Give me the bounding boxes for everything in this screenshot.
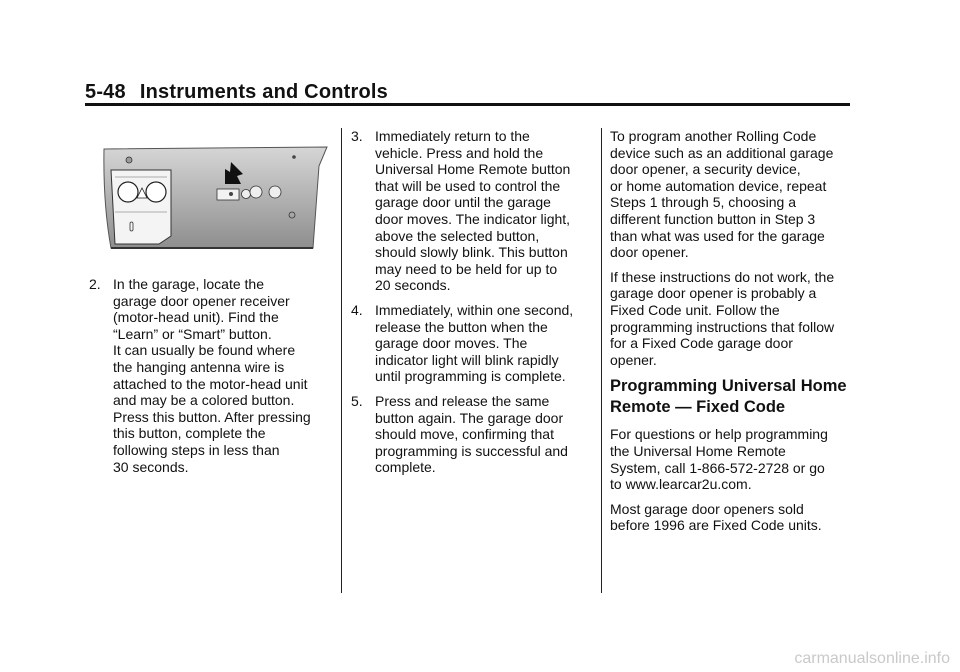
- list-item-step-3: [351, 128, 597, 294]
- text-line: device such as an additional garage: [610, 144, 834, 161]
- list-marker: 5.: [351, 392, 363, 409]
- text-line: Press this button. After pressing: [113, 408, 311, 425]
- column-divider-1: [341, 128, 342, 593]
- list-marker: 4.: [351, 301, 363, 318]
- text-line: To program another Rolling Code: [610, 128, 817, 144]
- text-line: door moves. The indicator light,: [375, 210, 571, 227]
- text-line: Universal Home Remote button: [375, 161, 571, 178]
- step-3-text: [375, 128, 597, 294]
- text-line: may need to be held for up to: [375, 260, 558, 277]
- list-marker: 2.: [89, 276, 101, 292]
- page-number: 5-48: [85, 81, 126, 103]
- text-line: It can usually be found where: [113, 342, 296, 359]
- list-item-step-2: [89, 276, 335, 475]
- text-line: before 1996 are Fixed Code units.: [610, 517, 822, 534]
- text-line: garage door moves. The: [375, 335, 528, 352]
- text-line: this button, complete the: [113, 425, 266, 442]
- text-line: above the selected button,: [375, 227, 540, 244]
- text-line: Steps 1 through 5, choosing a: [610, 194, 797, 211]
- list-item-step-4: [351, 302, 597, 385]
- list-item-step-5: [351, 393, 597, 476]
- text-line: If these instructions do not work, the: [610, 268, 835, 285]
- column-3: [610, 128, 855, 542]
- text-line: attached to the motor-head unit: [113, 375, 308, 392]
- text-line: Press and release the same: [375, 392, 550, 409]
- text-line: For questions or help programming: [610, 426, 828, 443]
- text-line: should slowly blink. This button: [375, 244, 568, 261]
- text-line: garage door opener receiver: [113, 292, 290, 309]
- watermark: carmanualsonline.info: [794, 650, 950, 667]
- step-5-text: [375, 393, 597, 476]
- text-line: programming is successful and: [375, 442, 568, 459]
- text-line: vehicle. Press and hold the: [375, 144, 544, 161]
- text-line: (motor-head unit). Find the: [113, 309, 279, 326]
- text-line: programming instructions that follow: [610, 318, 835, 335]
- text-line: the Universal Home Remote: [610, 442, 786, 459]
- text-line: Immediately return to the: [375, 128, 530, 144]
- header-rule: [85, 103, 850, 106]
- section-title: Instruments and Controls: [139, 81, 388, 103]
- text-line: indicator light will blink rapidly: [375, 351, 559, 368]
- text-line: complete.: [375, 459, 436, 476]
- text-line: 20 seconds.: [375, 277, 451, 294]
- paragraph-rolling-code: [610, 128, 855, 261]
- text-line: the hanging antenna wire is: [113, 358, 285, 375]
- text-line: 30 seconds.: [113, 458, 189, 475]
- paragraph-fixed-code-fallback: [610, 269, 855, 369]
- overhead-console-illustration: [101, 144, 328, 252]
- paragraph-pre-1996: [610, 501, 855, 534]
- text-line: Most garage door openers sold: [610, 500, 804, 517]
- step-2-text: [113, 276, 335, 475]
- text-line: than what was used for the garage: [610, 227, 825, 244]
- column-1: [89, 276, 335, 483]
- text-line: “Learn” or “Smart” button.: [113, 325, 272, 342]
- text-line: that will be used to control the: [375, 177, 561, 194]
- text-line: Fixed Code unit. Follow the: [610, 301, 780, 318]
- heading-line: Programming Universal Home: [610, 377, 847, 396]
- page-header: [85, 81, 388, 104]
- text-line: and may be a colored button.: [113, 392, 295, 409]
- column-2: [351, 128, 597, 484]
- text-line: following steps in less than: [113, 441, 280, 458]
- text-line: garage door opener is probably a: [610, 285, 817, 302]
- text-line: for a Fixed Code garage door: [610, 335, 793, 352]
- text-line: Immediately, within one second,: [375, 301, 574, 318]
- text-line: to www.learcar2u.com.: [610, 476, 752, 493]
- text-line: opener.: [610, 351, 657, 368]
- text-line: different function button in Step 3: [610, 210, 816, 227]
- paragraph-help-contact: [610, 426, 855, 492]
- text-line: button again. The garage door: [375, 409, 564, 426]
- text-line: System, call 1-866-572-2728 or go: [610, 459, 825, 476]
- step-4-text: [375, 302, 597, 385]
- text-line: In the garage, locate the: [113, 276, 264, 292]
- column-divider-2: [601, 128, 602, 593]
- text-line: garage door until the garage: [375, 194, 551, 211]
- text-line: door opener.: [610, 244, 689, 261]
- section-heading: [610, 376, 855, 418]
- text-line: door opener, a security device,: [610, 161, 801, 178]
- list-marker: 3.: [351, 128, 363, 144]
- text-line: until programming is complete.: [375, 368, 566, 385]
- text-line: or home automation device, repeat: [610, 177, 827, 194]
- text-line: release the button when the: [375, 318, 548, 335]
- text-line: should move, confirming that: [375, 426, 554, 443]
- heading-line: Remote — Fixed Code: [610, 398, 786, 417]
